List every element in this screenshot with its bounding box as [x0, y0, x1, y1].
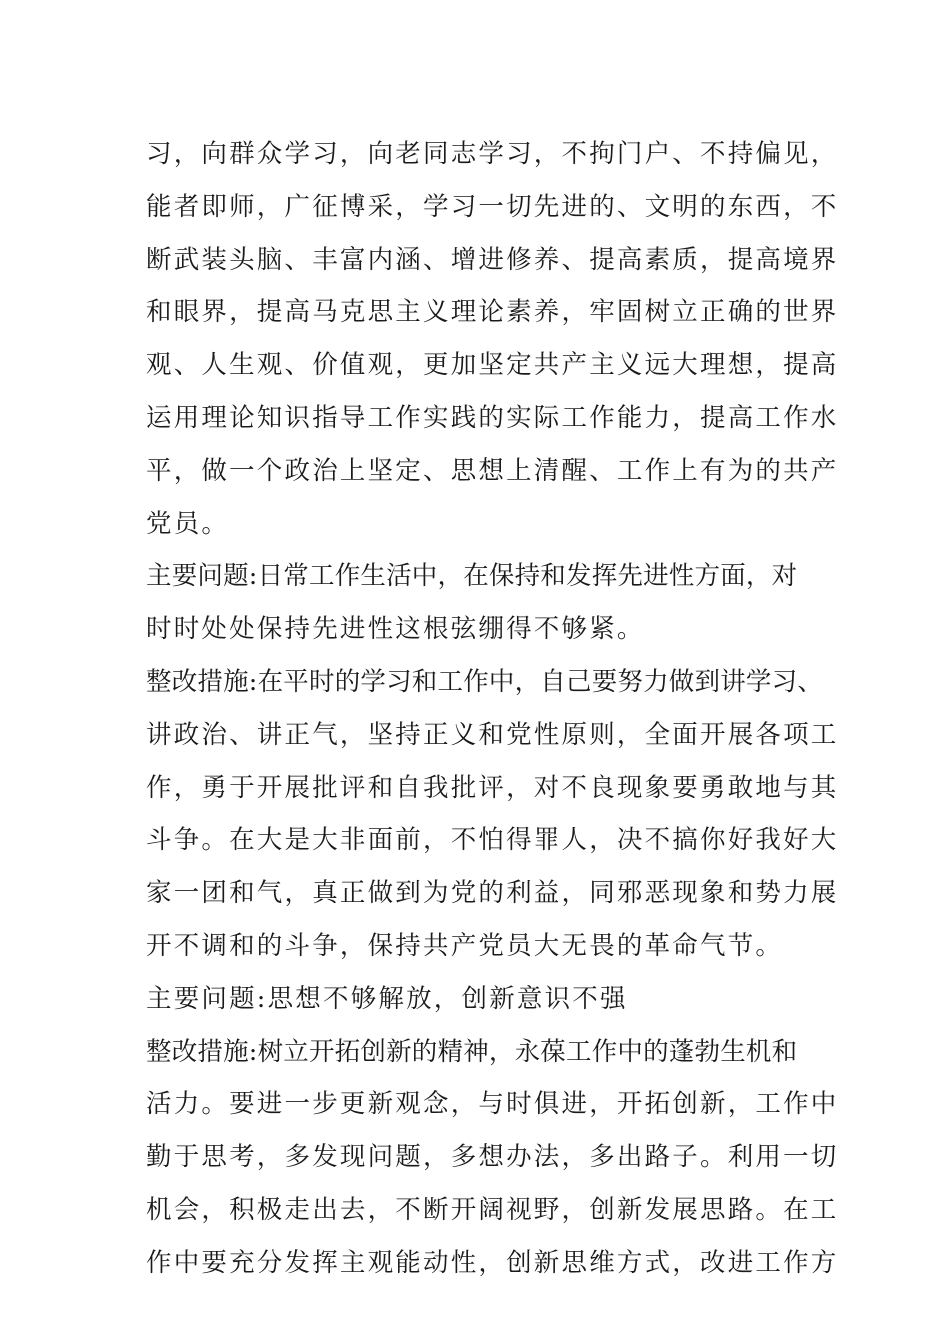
text-line-2: 能者即师，广征博采，学习一切先进的、文明的东西，不 — [146, 191, 839, 222]
text-line-9: 主要问题:日常工作生活中，在保持和发挥先进性方面，对 — [146, 561, 798, 592]
text-line-7: 平，做一个政治上坚定、思想上清醒、工作上有为的共产 — [146, 455, 839, 486]
text-line-14: 斗争。在大是大非面前，不怕得罪人，决不搞你好我好大 — [146, 825, 839, 856]
text-line-5: 观、人生观、价值观，更加坚定共产主义远大理想，提高 — [146, 350, 839, 381]
text-line-8: 党员。 — [146, 508, 230, 539]
text-line-16: 开不调和的斗争，保持共产党员大无畏的革命气节。 — [146, 930, 784, 961]
text-line-22: 作中要充分发挥主观能动性，创新思维方式，改进工作方 — [146, 1247, 839, 1278]
text-line-20: 勤于思考，多发现问题，多想办法，多出路子。利用一切 — [146, 1142, 839, 1173]
document-body — [146, 128, 839, 1290]
text-line-17: 主要问题:思想不够解放，创新意识不强 — [146, 983, 628, 1014]
text-line-4: 和眼界，提高马克思主义理论素养，牢固树立正确的世界 — [146, 297, 839, 328]
text-line-10: 时时处处保持先进性这根弦绷得不够紧。 — [146, 614, 645, 645]
text-line-6: 运用理论知识指导工作实践的实际工作能力，提高工作水 — [146, 402, 839, 433]
text-line-3: 断武装头脑、丰富内涵、增进修养、提高素质，提高境界 — [146, 244, 839, 275]
text-line-13: 作，勇于开展批评和自我批评，对不良现象要勇敢地与其 — [146, 772, 839, 803]
text-line-12: 讲政治、讲正气，坚持正义和党性原则，全面开展各项工 — [146, 719, 839, 750]
text-line-15: 家一团和气，真正做到为党的利益，同邪恶现象和势力展 — [146, 878, 839, 909]
text-line-21: 机会，积极走出去，不断开阔视野，创新发展思路。在工 — [146, 1194, 839, 1225]
text-line-11: 整改措施:在平时的学习和工作中，自己要努力做到讲学习、 — [146, 666, 823, 697]
text-line-1: 习，向群众学习，向老同志学习，不拘门户、不持偏见， — [146, 139, 839, 169]
text-line-18: 整改措施:树立开拓创新的精神，永葆工作中的蓬勃生机和 — [146, 1036, 798, 1067]
text-line-19: 活力。要进一步更新观念，与时俱进，开拓创新，工作中 — [146, 1089, 839, 1120]
